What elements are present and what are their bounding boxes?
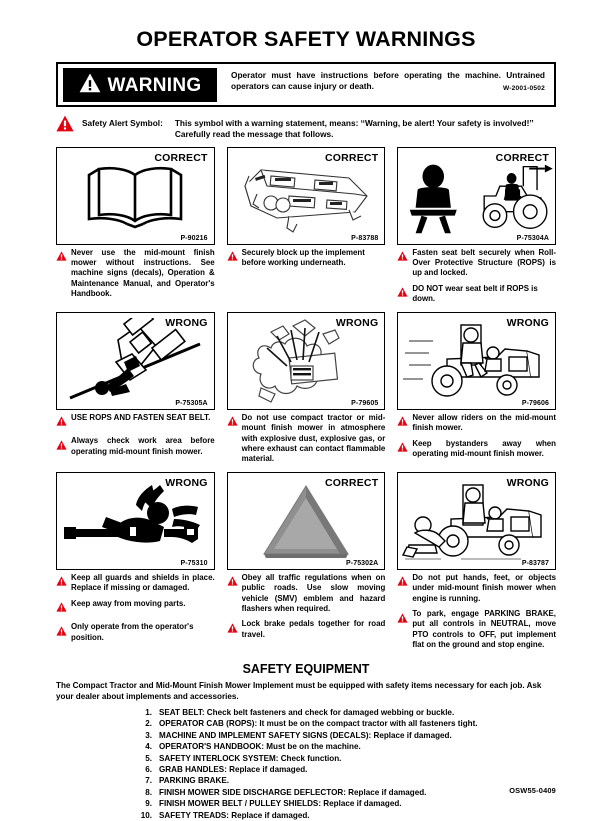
item-number: 6. xyxy=(145,765,152,774)
figure-status-label: CORRECT xyxy=(325,476,379,489)
bullet-text: Keep all guards and shields in place. Replace if missing or damaged. xyxy=(71,572,215,593)
item-text: MACHINE AND IMPLEMENT SAFETY SIGNS (DECALS): Replace if damaged. xyxy=(159,730,452,740)
safety-alert-label: Safety Alert Symbol: xyxy=(82,118,163,128)
warning-badge xyxy=(63,68,217,102)
item-text: FINISH MOWER SIDE DISCHARGE DEFLECTOR: Replace if damaged. xyxy=(159,787,427,797)
figure-status-label: WRONG xyxy=(506,316,549,329)
safety-alert-body xyxy=(74,114,556,140)
item-number: 3. xyxy=(145,730,152,740)
bullet-text: Lock brake pedals together for road travel. xyxy=(241,619,386,639)
bullet-list xyxy=(397,573,556,651)
bullet-item xyxy=(397,413,556,434)
safety-equipment-heading: SAFETY EQUIPMENT xyxy=(242,661,370,676)
figure-code: P-75305A xyxy=(175,399,208,407)
bullet-item xyxy=(227,248,386,269)
bullet-text: Never allow riders on the mid-mount finish mower. xyxy=(412,412,556,433)
panel-riders xyxy=(397,312,556,470)
safety-alert-text: This symbol with a warning statement, means: ‘‘Warning, be alert! Your safety is involved!’’ Carefully read the message that follows. xyxy=(174,118,534,139)
alert-triangle-icon xyxy=(397,610,408,628)
safety-panel-grid xyxy=(56,147,556,658)
bullet-text: Never use the mid-mount finish mower without instructions. See machine signs (decals), Operation & Maintenance Manual, and Operator's Handbook. xyxy=(71,247,215,299)
item-number: 10. xyxy=(140,810,152,820)
figure-code: P-79606 xyxy=(521,399,549,407)
list-item xyxy=(132,753,556,764)
figure-status-label: WRONG xyxy=(335,316,379,329)
bullet-item xyxy=(397,248,556,279)
bullet-item xyxy=(227,573,386,615)
bullet-item xyxy=(227,619,386,640)
list-item xyxy=(132,730,556,741)
item-text: FINISH MOWER BELT / PULLEY SHIELDS: Replace if damaged. xyxy=(159,799,402,809)
item-number: 9. xyxy=(145,799,152,809)
bullet-item xyxy=(56,599,215,618)
bullet-list xyxy=(227,573,386,641)
warning-message: Operator must have instructions before operating the machine. Untrained operators can cause injury or death. xyxy=(231,70,545,91)
bullet-text: Only operate from the operator's position. xyxy=(71,622,194,642)
bullet-text: Keep bystanders away when operating mid-mount finish mower. xyxy=(412,438,556,458)
bullet-text: Securely block up the implement before working underneath. xyxy=(241,247,365,267)
alert-triangle-icon xyxy=(397,413,408,431)
alert-triangle-icon xyxy=(56,413,67,431)
item-text: OPERATOR'S HANDBOOK: Must be on the machine. xyxy=(159,742,361,752)
list-item xyxy=(132,787,556,798)
panel-block-implement xyxy=(227,147,386,310)
figure-explosion xyxy=(227,312,386,410)
warning-code: W-2001-0502 xyxy=(502,85,545,93)
bullet-item xyxy=(56,436,215,457)
figure-code: P-90216 xyxy=(180,234,208,242)
alert-triangle-icon xyxy=(227,573,238,591)
item-text: SAFETY INTERLOCK SYSTEM: Check function. xyxy=(159,753,342,763)
warning-triangle-icon xyxy=(79,73,101,98)
bullet-list xyxy=(397,248,556,305)
figure-code: P-79605 xyxy=(351,399,379,407)
figure-status-label: WRONG xyxy=(506,476,549,489)
bullet-item xyxy=(397,573,556,604)
figure-manual xyxy=(56,147,215,245)
bullet-text: Always check work area before operating mid-mount finish mower. xyxy=(71,436,215,456)
alert-triangle-icon xyxy=(56,623,67,641)
safety-alert-triangle-icon xyxy=(56,115,74,137)
item-number: 4. xyxy=(145,742,152,752)
list-item xyxy=(132,775,556,786)
figure-smv-emblem xyxy=(227,472,386,570)
alert-triangle-icon xyxy=(227,620,238,638)
item-text: SAFETY TREADS: Replace if damaged. xyxy=(159,810,310,820)
bullet-item xyxy=(56,248,215,300)
panel-guards xyxy=(56,472,215,656)
figure-block-implement xyxy=(227,147,386,245)
page-root xyxy=(0,27,612,819)
figure-code: P-83787 xyxy=(521,559,549,567)
alert-triangle-icon xyxy=(227,248,238,266)
figure-seat-belt xyxy=(397,147,556,245)
figure-status-label: CORRECT xyxy=(325,151,379,164)
document-code: OSW55-0409 xyxy=(509,786,556,795)
bullet-list xyxy=(56,248,215,300)
figure-riders xyxy=(397,312,556,410)
item-number: 8. xyxy=(145,787,152,797)
bullet-item xyxy=(56,573,215,594)
figure-status-label: WRONG xyxy=(165,316,208,329)
alert-triangle-icon xyxy=(397,439,408,457)
bullet-list xyxy=(227,248,386,269)
panel-smv-emblem xyxy=(227,472,386,656)
item-text: GRAB HANDLES: Replace if damaged. xyxy=(159,765,308,774)
alert-triangle-icon xyxy=(397,248,408,266)
safety-equipment-list xyxy=(56,707,556,821)
page-title: OPERATOR SAFETY WARNINGS xyxy=(136,27,476,51)
bullet-text: To park, engage PARKING BRAKE, put all controls in NEUTRAL, move PTO controls to OFF, put implement flat on the ground and stop engine. xyxy=(412,609,556,650)
item-number: 2. xyxy=(145,719,152,729)
bullet-text: DO NOT wear seat belt if ROPS is down. xyxy=(412,283,538,304)
bullet-list xyxy=(397,413,556,460)
item-number: 5. xyxy=(145,753,152,763)
bullet-item xyxy=(397,439,556,460)
panel-manual xyxy=(56,147,215,310)
warning-badge-label: WARNING xyxy=(107,74,202,96)
bullet-item xyxy=(397,284,556,305)
item-number: 7. xyxy=(145,776,152,786)
figure-guards xyxy=(56,472,215,570)
figure-status-label: WRONG xyxy=(165,476,208,489)
item-text: OPERATOR CAB (ROPS): It must be on the compact tractor with all fasteners tight. xyxy=(159,719,478,729)
safety-alert-row xyxy=(56,114,556,140)
figure-hands-feet xyxy=(397,472,556,570)
figure-code: P-75302A xyxy=(346,559,379,567)
panel-seat-belt xyxy=(397,147,556,310)
figure-code: P-75310 xyxy=(180,559,208,567)
figure-status-label: CORRECT xyxy=(154,151,208,164)
item-number: 1. xyxy=(145,707,152,717)
panel-rollover xyxy=(56,312,215,470)
list-item xyxy=(132,810,556,821)
bullet-text: Do not put hands, feet, or objects under mid-mount finish mower when engine is running. xyxy=(412,572,556,603)
safety-equipment-intro: The Compact Tractor and Mid-Mount Finish Mower Implement must be equipped with safety items necessary for each job. Ask your dealer about implements and accessories. xyxy=(56,680,542,701)
list-item xyxy=(132,764,556,775)
bullet-text: Fasten seat belt securely when Roll-Over Protective Structure (ROPS) is up and locked. xyxy=(412,247,556,278)
panel-hands-feet xyxy=(397,472,556,656)
alert-triangle-icon xyxy=(227,413,238,431)
alert-triangle-icon xyxy=(56,248,67,266)
list-item xyxy=(132,741,556,752)
warning-banner xyxy=(56,62,556,107)
bullet-text: Obey all traffic regulations when on public roads. Use slow moving vehicle (SMV) emblem and hazard flashers when required. xyxy=(241,572,386,614)
item-text: SEAT BELT: Check belt fasteners and check for damaged webbing or buckle. xyxy=(159,707,455,717)
bullet-item xyxy=(56,622,215,643)
bullet-text: Keep away from moving parts. xyxy=(71,598,186,608)
list-item xyxy=(132,707,556,718)
bullet-item xyxy=(56,413,215,432)
item-text: PARKING BRAKE. xyxy=(159,776,229,786)
list-item xyxy=(132,718,556,729)
warning-message-wrap xyxy=(217,68,549,91)
bullet-list xyxy=(227,413,386,465)
bullet-list xyxy=(56,573,215,643)
list-item xyxy=(132,798,556,809)
alert-triangle-icon xyxy=(397,573,408,591)
figure-status-label: CORRECT xyxy=(495,151,549,164)
bullet-list xyxy=(56,413,215,457)
bullet-text: USE ROPS AND FASTEN SEAT BELT. xyxy=(71,412,211,422)
figure-code: P-75304A xyxy=(516,234,549,242)
bullet-item xyxy=(227,413,386,465)
panel-explosion xyxy=(227,312,386,470)
bullet-text: Do not use compact tractor or mid-mount finish mower in atmosphere with explosive dust, explosive gas, or where exhaust can contact flammable material. xyxy=(241,412,386,464)
alert-triangle-icon xyxy=(56,599,67,617)
figure-rollover xyxy=(56,312,215,410)
alert-triangle-icon xyxy=(397,284,408,302)
alert-triangle-icon xyxy=(56,437,67,455)
figure-code: P-83788 xyxy=(351,234,379,242)
alert-triangle-icon xyxy=(56,573,67,591)
bullet-item xyxy=(397,609,556,651)
